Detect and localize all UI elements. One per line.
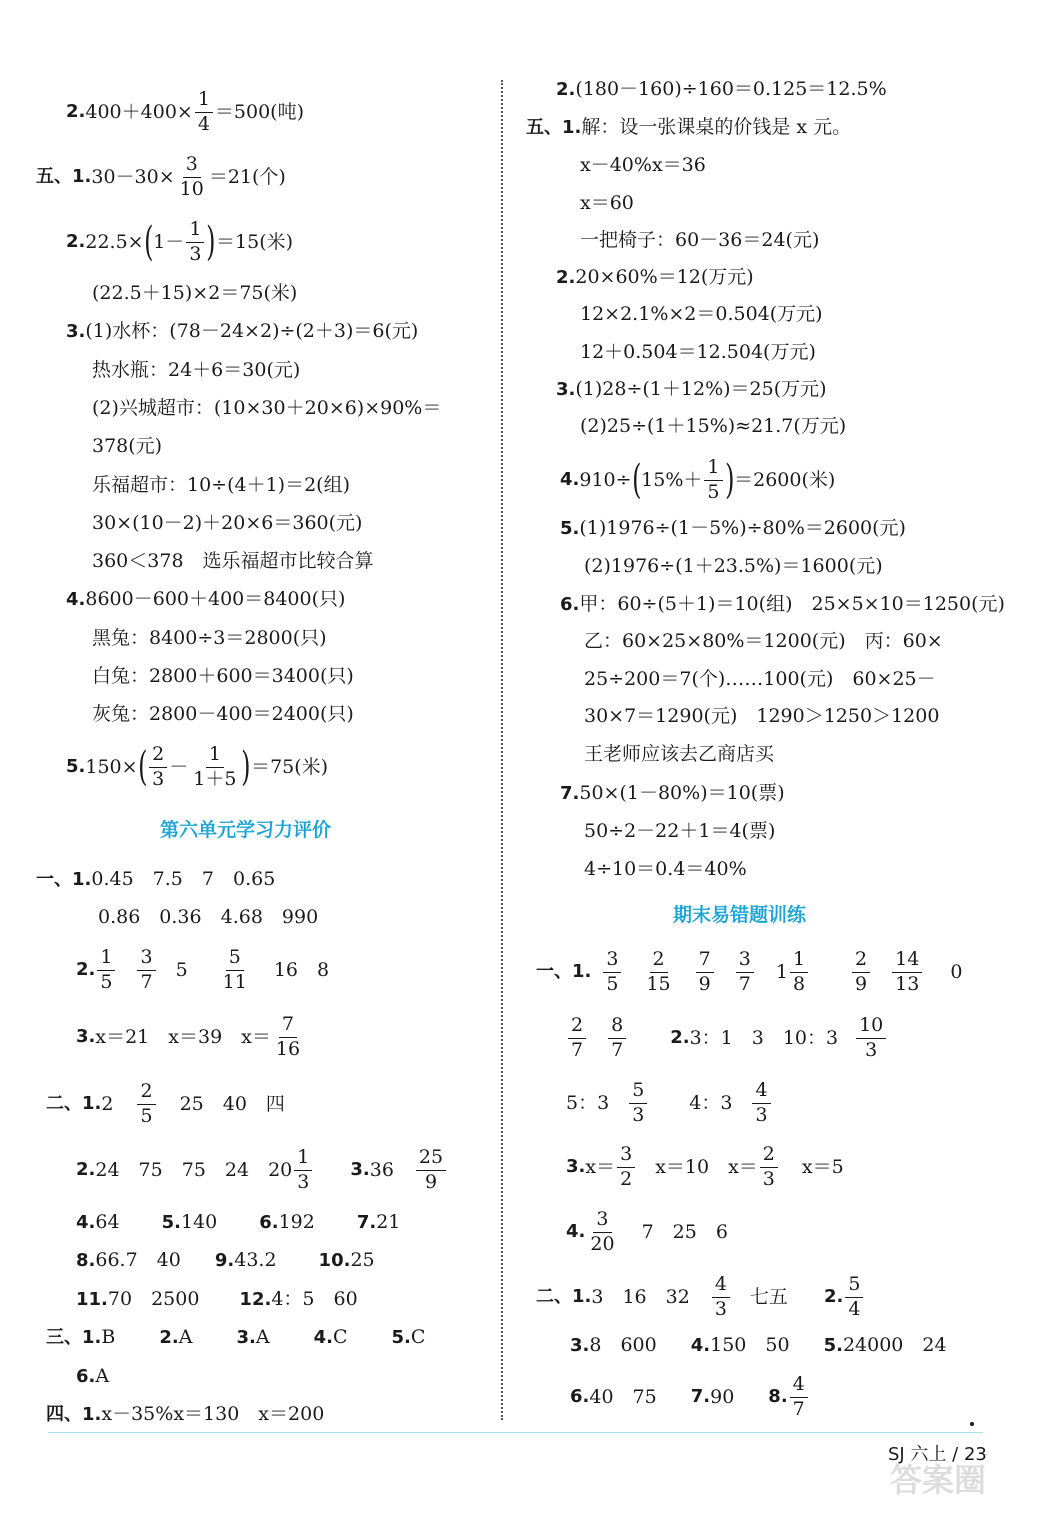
fraction: $\frac{3}{20}$: [590, 1208, 615, 1255]
right-paren: ): [206, 219, 216, 266]
answer-line: 30×7＝1290(元) 1290＞1250＞1200: [584, 705, 940, 727]
fraction: $\frac{3}{2}$: [617, 1145, 635, 1190]
fraction: $\frac{2}{9}$: [852, 950, 870, 995]
left-paren: (: [137, 744, 148, 791]
answer-line: 乙：60×25×80%＝1200(元) 丙：60×: [584, 630, 943, 652]
answer-line: 4. 910÷ ( 15%＋ $\frac{1}{5}$ ) ＝2600(米): [560, 456, 836, 504]
answer-line: 2. (180－160)÷160＝0.125＝12.5%: [556, 78, 887, 100]
answer-line: 5. 150× ( $\frac{2}{3}$ － $\frac{1}{1+5}$ ) ＝75(米): [66, 743, 329, 791]
fraction: $\frac{1}{3}$: [294, 1148, 312, 1193]
fraction: $\frac{7}{9}$: [696, 950, 714, 995]
right-paren: ): [724, 457, 734, 504]
section-heading: 第六单元学习力评价: [160, 819, 332, 841]
fraction: $\frac{2}{3}$: [760, 1145, 778, 1190]
answer-line: 6. 40 75 7. 90 8. $\frac{4}{7}$: [570, 1375, 810, 1420]
fraction: $\frac{1}{3}$: [186, 220, 204, 265]
answer-line: 7. 50×(1－80%)＝10(票): [560, 782, 785, 804]
fraction: $\frac{1}{5}$: [704, 458, 722, 503]
answer-line: 2. $\frac{1}{5}$ $\frac{3}{7}$ 5 $\frac{5}{11}$ 16 8: [76, 946, 330, 993]
fraction: $\frac{1}{1+5}$: [193, 743, 237, 790]
section-heading: 期末易错题训练: [673, 904, 807, 926]
answer-line: 0.86 0.36 4.68 990: [98, 906, 319, 928]
answer-line: 5：3 $\frac{5}{3}$ 4：3 $\frac{4}{3}$: [566, 1081, 773, 1126]
answer-line: 5. (1)1976÷(1－5%)÷80%＝2600(元): [560, 517, 906, 539]
answer-line: 4÷10＝0.4＝40%: [584, 858, 747, 880]
answer-line: 2. 22.5× ( 1－ $\frac{1}{3}$ ) ＝15(米): [66, 218, 294, 266]
answer-line: 4. 8600－600＋400＝8400(只): [66, 588, 346, 610]
answer-line: (22.5＋15)×2＝75(米): [92, 282, 298, 304]
answer-line: 2. 400＋400× $\frac{1}{4}$ ＝500(吨): [66, 88, 305, 135]
answer-line: 6. 甲：60÷(5＋1)＝10(组) 25×5×10＝1250(元): [560, 593, 1005, 615]
footer-rule: [48, 1432, 983, 1433]
answer-line: 6. A: [76, 1365, 110, 1387]
answer-line: 四、1. x－35%x＝130 x＝200: [46, 1403, 325, 1425]
fraction: $\frac{4}{7}$: [790, 1375, 808, 1420]
answer-line: 乐福超市：10÷(4＋1)＝2(组): [92, 474, 351, 496]
answer-line: (2)25÷(1＋15%)≈21.7(万元): [580, 415, 847, 437]
fraction: $\frac{4}{3}$: [752, 1081, 770, 1126]
left-paren: (: [143, 219, 154, 266]
answer-line: 11. 70 2500 12. 4：5 60: [76, 1288, 358, 1310]
answer-line: (2)1976÷(1＋23.5%)＝1600(元): [584, 555, 883, 577]
answer-line: 360＜378 选乐福超市比较合算: [92, 550, 374, 572]
answer-line: 三、1. B 2. A 3. A 4. C 5. C: [46, 1326, 426, 1348]
column-divider: [501, 80, 503, 1420]
fraction: $\frac{2}{5}$: [137, 1082, 155, 1127]
answer-line: (2)兴城超市：(10×30＋20×6)×90%＝: [92, 397, 442, 419]
answer-line: 50÷2－22＋1＝4(票): [584, 820, 776, 842]
fraction: $\frac{8}{7}$: [608, 1016, 626, 1061]
fraction: $\frac{4}{3}$: [712, 1275, 730, 1320]
answer-line: 灰兔：2800－400＝2400(只): [92, 703, 354, 725]
answer-line: 一、1. $\frac{3}{5}$ $\frac{2}{15}$ $\frac{7}{9}$ $\frac{3}{7}$ 1 $\frac{1}{8}$ $\frac{2}{9}$ $\frac{14}{13}$ 0: [536, 948, 963, 995]
answer-line: 378(元): [92, 435, 163, 457]
fraction: $\frac{1}{5}$: [97, 948, 115, 993]
fraction: $\frac{2}{7}$: [568, 1016, 586, 1061]
answer-line: 4. $\frac{3}{20}$ 7 25 6: [566, 1208, 728, 1255]
answer-line: 3. (1)水杯：(78－24×2)÷(2＋3)＝6(元): [66, 320, 419, 342]
answer-line: 25÷200＝7(个)……100(元) 60×25－: [584, 668, 936, 690]
left-paren: (: [631, 457, 642, 504]
answer-line: 3. (1)28÷(1＋12%)＝25(万元): [556, 378, 827, 400]
answer-line: 二、1. 3 16 32 $\frac{4}{3}$ 七五 2. $\frac{5}{4}$: [536, 1275, 865, 1320]
fraction: $\frac{7}{16}$: [275, 1013, 301, 1060]
answer-line: 2. 24 75 75 24 20 $\frac{1}{3}$ 3. 36 $\frac{25}{9}$: [76, 1148, 448, 1193]
fraction: $\frac{2}{3}$: [149, 745, 167, 790]
answer-line: 王老师应该去乙商店买: [584, 743, 775, 765]
answer-line: 3. x＝ $\frac{3}{2}$ x＝10 x＝ $\frac{2}{3}$ x＝5: [566, 1143, 844, 1190]
fraction: $\frac{5}{4}$: [845, 1275, 863, 1320]
answer-line: x－40%x＝36: [580, 154, 706, 176]
answer-line: 12＋0.504＝12.504(万元): [580, 341, 816, 363]
fraction: $\frac{2}{15}$: [646, 948, 671, 995]
fraction: $\frac{25}{9}$: [416, 1148, 446, 1193]
answer-line: x＝60: [580, 192, 634, 214]
answer-line: 五、1. 解：设一张课桌的价钱是 x 元。: [526, 116, 852, 138]
answer-line: 4. 64 5. 140 6. 192 7. 21: [76, 1211, 401, 1233]
answer-line: 黑兔：8400÷3＝2800(只): [92, 627, 327, 649]
fraction: $\frac{5}{3}$: [629, 1081, 647, 1126]
answer-line: 二、1. 2 $\frac{2}{5}$ 25 40 四: [46, 1080, 285, 1127]
footer-dot: [970, 1422, 974, 1426]
answer-line: 3. 8 600 4. 150 50 5. 24000 24: [570, 1334, 947, 1356]
right-paren: ): [241, 744, 251, 791]
fraction: $\frac{3}{10}$: [179, 153, 204, 200]
fraction: $\frac{3}{7}$: [736, 950, 754, 995]
fraction: $\frac{14}{13}$: [892, 950, 922, 995]
answer-line: 五、1. 30－30× $\frac{3}{10}$ ＝21(个): [36, 153, 286, 200]
answer-line: 30×(10－2)＋20×6＝360(元): [92, 512, 363, 534]
page-number: SJ 六上 / 23: [888, 1444, 987, 1465]
fraction: $\frac{1}{8}$: [790, 950, 808, 995]
answer-line: 热水瓶：24＋6＝30(元): [92, 359, 301, 381]
fraction: $\frac{3}{5}$: [603, 950, 621, 995]
answer-line: 一把椅子：60－36＝24(元): [580, 229, 820, 251]
fraction: $\frac{10}{3}$: [856, 1016, 886, 1061]
fraction: $\frac{1}{4}$: [195, 90, 213, 135]
answer-line: $\frac{2}{7}$ $\frac{8}{7}$ 2. 3：1 3 10：3 $\frac{10}{3}$: [566, 1016, 888, 1061]
watermark: 答案圈: [890, 1461, 987, 1499]
answer-line: 3. x＝21 x＝39 x＝ $\frac{7}{16}$: [76, 1015, 305, 1060]
fraction: $\frac{3}{7}$: [137, 948, 155, 993]
answer-line: 12×2.1%×2＝0.504(万元): [580, 303, 823, 325]
fraction: $\frac{5}{11}$: [222, 946, 247, 993]
answer-line: 白兔：2800＋600＝3400(只): [92, 665, 354, 687]
answer-line: 一、1. 0.45 7.5 7 0.65: [36, 868, 276, 890]
answer-line: 2. 20×60%＝12(万元): [556, 266, 754, 288]
answer-line: 8. 66.7 40 9. 43.2 10. 25: [76, 1249, 375, 1271]
